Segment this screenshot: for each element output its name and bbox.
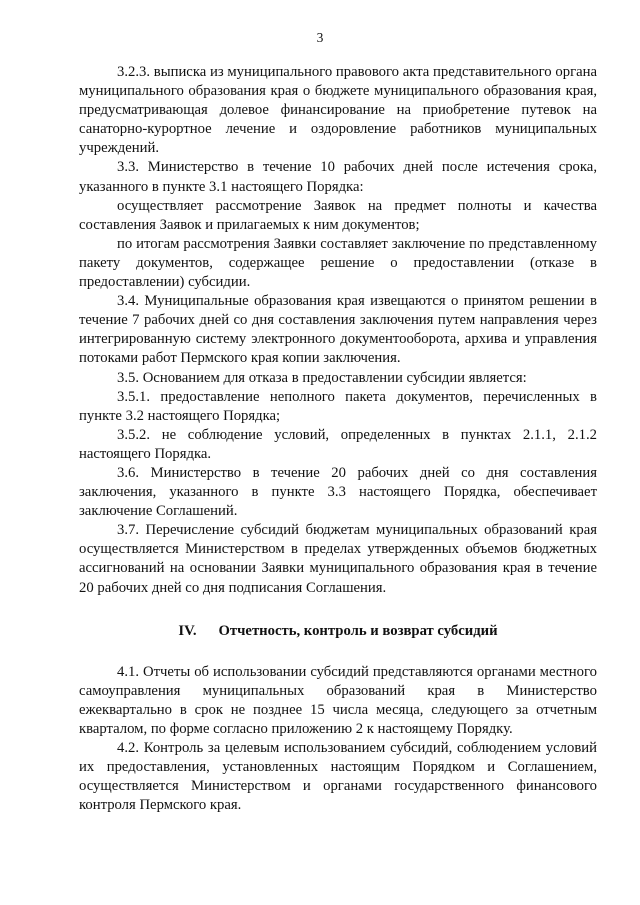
paragraph-3-5-2: 3.5.2. не соблюдение условий, определенных в пунктах 2.1.1, 2.1.2 настоящего Порядка. bbox=[79, 426, 597, 462]
paragraph-3-4: 3.4. Муниципальные образования края извещаются о принятом решении в течение 7 рабочих дней со дня составления заключения путем направления через интегрированную систему электронного документооборота, архива и управления потоками работ Пермского края копии заключения. bbox=[79, 293, 597, 367]
paragraph-3-5-1: 3.5.1. предоставление неполного пакета документов, перечисленных в пункте 3.2 настоящего Порядка; bbox=[79, 388, 597, 424]
paragraph-3-7: 3.7. Перечисление субсидий бюджетам муниципальных образований края осуществляется Министерством в пределах утвержденных объемов бюджетных ассигнований на основании Заявки муниципального образования края в течение 20 рабочих дней со дня подписания Соглашения. bbox=[79, 522, 597, 596]
paragraph-4-2: 4.2. Контроль за целевым использованием субсидий, соблюдением условий их предоставления, установленных настоящим Порядком и Соглашением, осуществляется Министерством и органами государственного финансового контроля Пермского края. bbox=[79, 740, 597, 814]
section-title: Отчетность, контроль и возврат субсидий bbox=[218, 622, 498, 639]
page-number: 3 bbox=[316, 30, 324, 45]
section-number: IV. bbox=[178, 622, 197, 639]
paragraph-4-1: 4.1. Отчеты об использовании субсидий представляются органами местного самоуправления муниципальных образований края в Министерство ежеквартально в срок не позднее 15 числа месяца, следующего за отчетным кварталом, по форме согласно приложению 2 к настоящему Порядку. bbox=[79, 663, 597, 737]
section-heading bbox=[79, 622, 597, 641]
paragraph-3-3-conclusion: по итогам рассмотрения Заявки составляет заключение по представленному пакету документов, содержащее решение о предоставлении (отказе в предоставлении) субсидии. bbox=[79, 235, 597, 291]
paragraph-3-3: 3.3. Министерство в течение 10 рабочих дней после истечения срока, указанного в пункте 3.1 настоящего Порядка: bbox=[79, 159, 597, 195]
paragraph-3-2-3: 3.2.3. выписка из муниципального правового акта представительного органа муниципального образования края о бюджете муниципального образования края, предусматривающая долевое финансирование на приобретение путевок на санаторно-курортное лечение и оздоровление работников муниципальных учреждений. bbox=[79, 64, 597, 157]
document-body bbox=[79, 63, 597, 815]
paragraph-3-5: 3.5. Основанием для отказа в предоставлении субсидии является: bbox=[117, 369, 527, 386]
paragraph-3-6: 3.6. Министерство в течение 20 рабочих дней со дня составления заключения, указанного в пункте 3.3 настоящего Порядка, обеспечивает заключение Соглашений. bbox=[79, 464, 597, 520]
paragraph-3-3-review: осуществляет рассмотрение Заявок на предмет полноты и качества составления Заявок и прилагаемых к ним документов; bbox=[79, 197, 597, 233]
